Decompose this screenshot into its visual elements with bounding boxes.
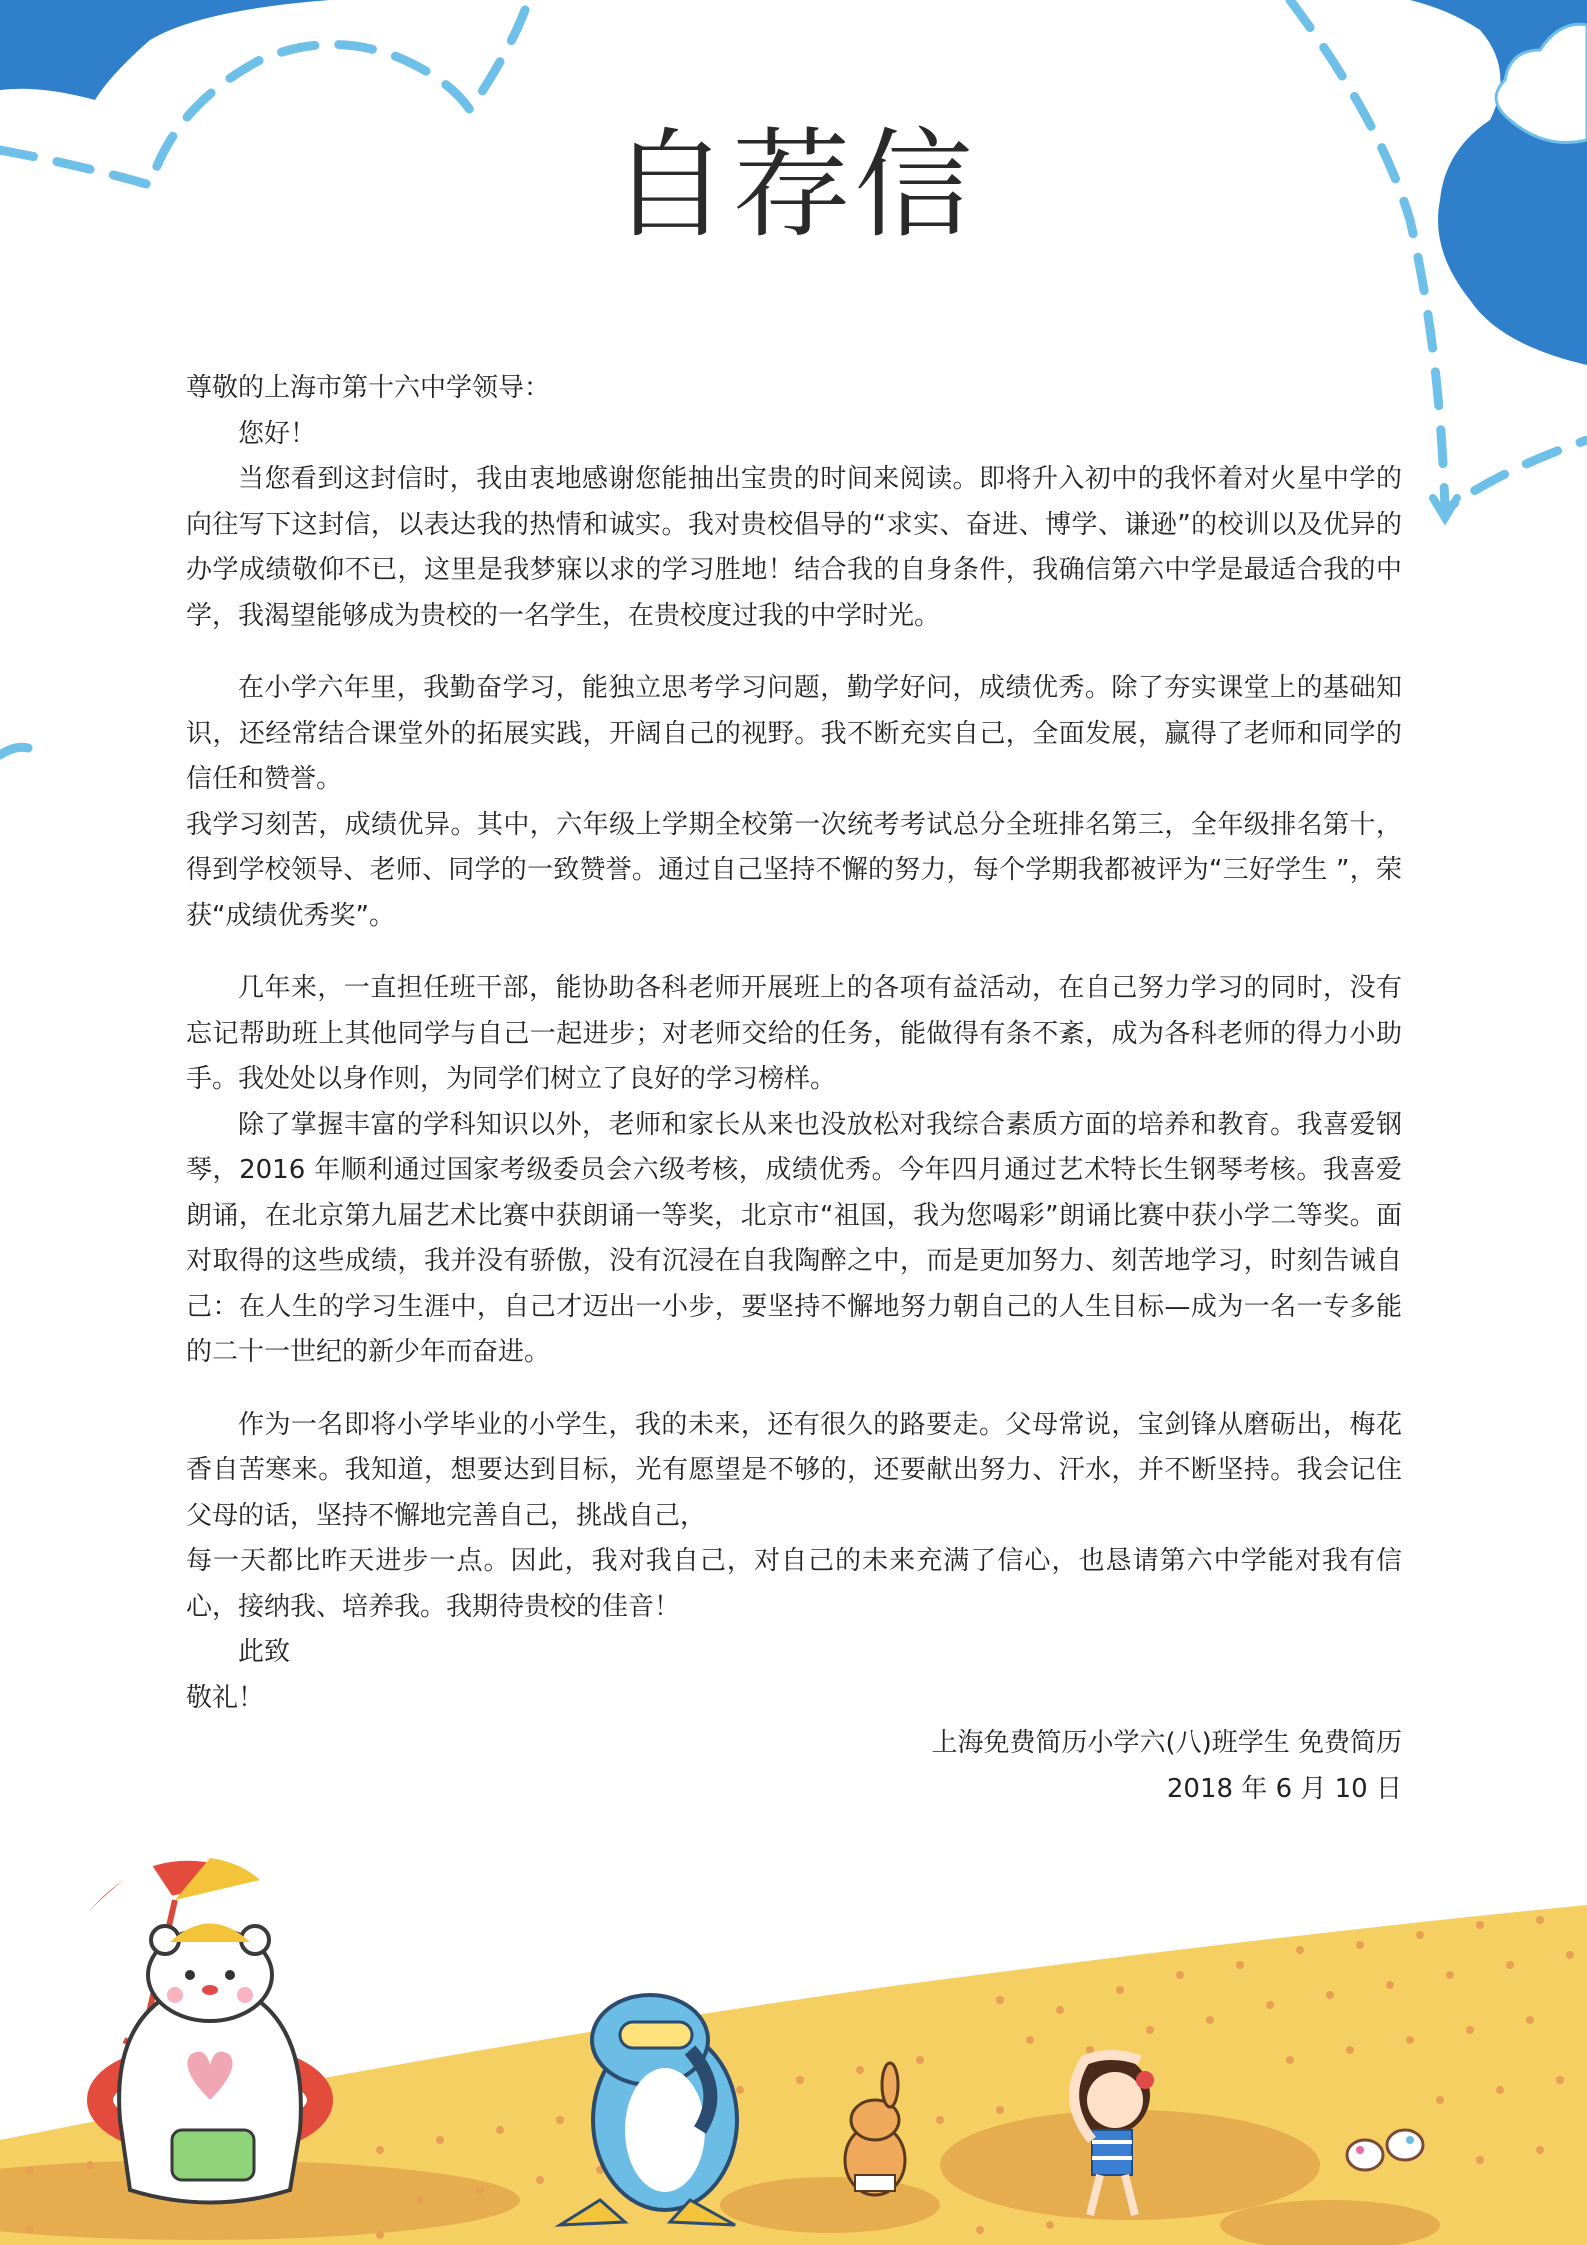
closing-salute: 敬礼！ <box>186 1682 265 1713</box>
paragraph: 除了掌握丰富的学科知识以外，老师和家长从来也没放松对我综合素质方面的培养和教育。我喜爱钢琴，2016 年顺利通过国家考级委员会六级考核，成绩优秀。今年四月通过艺术特长生钢琴考核。我喜爱朗诵，在北京第九届艺术比赛中获朗诵一等奖，北京市“祖国，我为您喝彩”朗诵比赛中获小学二等奖。面对取得的这些成绩，我并没有骄傲，没有沉浸在自我陶醉之中，而是更加努力、刻苦地学习，时刻告诫自己：在人生的学习生涯中，自己才迈出一小步，要坚持不懈地努力朝自己的人生目标—成为一名一专多能的二十一世纪的新少年而奋进。 <box>186 1109 1402 1367</box>
closing-line: 此致 <box>238 1637 291 1667</box>
bear-with-umbrella-illustration <box>90 1858 320 2203</box>
letter-body <box>186 366 1402 1812</box>
paragraph: 每一天都比昨天进步一点。因此，我对我自己，对自己的未来充满了信心，也恳请第六中学能对我有信心，接纳我、培养我。我期待贵校的佳音！ <box>186 1546 1402 1622</box>
salutation: 尊敬的上海市第十六中学领导： <box>186 373 551 403</box>
greeting: 您好！ <box>238 418 317 449</box>
sand-shadow-2 <box>720 2177 940 2233</box>
signature: 上海免费简历小学六(八)班学生 免费简历 <box>931 1728 1402 1758</box>
paragraph: 我学习刻苦，成绩优异。其中，六年级上学期全校第一次统考考试总分全班排名第三，全年级排名第十，得到学校领导、老师、同学的一致赞誉。通过自己坚持不懈的努力，每个学期我都被评为“三好学生 ”，荣获“成绩优秀奖”。 <box>186 809 1402 931</box>
paragraph: 几年来，一直担任班干部，能协助各科老师开展班上的各项有益活动，在自己努力学习的同时，没有忘记帮助班上其他同学与自己一起进步；对老师交给的任务，能做得有条不紊，成为各科老师的得力小助手。我处处以身作则，为同学们树立了良好的学习榜样。 <box>186 973 1402 1094</box>
page-title: 自荐信 <box>610 116 977 254</box>
paragraph: 当您看到这封信时，我由衷地感谢您能抽出宝贵的时间来阅读。即将升入初中的我怀着对火星中学的向往写下这封信，以表达我的热情和诚实。我对贵校倡导的“求实、奋进、博学、谦逊”的校训以及优异的办学成绩敬仰不已，这里是我梦寐以求的学习胜地！结合我的自身条件，我确信第六中学是最适合我的中学，我渴望能够成为贵校的一名学生，在贵校度过我的中学时光。 <box>186 464 1402 631</box>
left-edge-dash <box>0 747 28 755</box>
date: 2018 年 6 月 10 日 <box>1166 1773 1402 1804</box>
paragraph: 在小学六年里，我勤奋学习，能独立思考学习问题，勤学好问，成绩优秀。除了夯实课堂上的基础知识，还经常结合课堂外的拓展实践，开阔自己的视野。我不断充实自己，全面发展，赢得了老师和同学的信任和赞誉。 <box>186 673 1402 794</box>
paragraph: 作为一名即将小学毕业的小学生，我的未来，还有很久的路要走。父母常说，宝剑锋从磨砺出，梅花香自苦寒来。我知道，想要达到目标，光有愿望是不够的，还要献出努力、汗水，并不断坚持。我会记住父母的话，坚持不懈地完善自己，挑战自己， <box>186 1409 1402 1531</box>
